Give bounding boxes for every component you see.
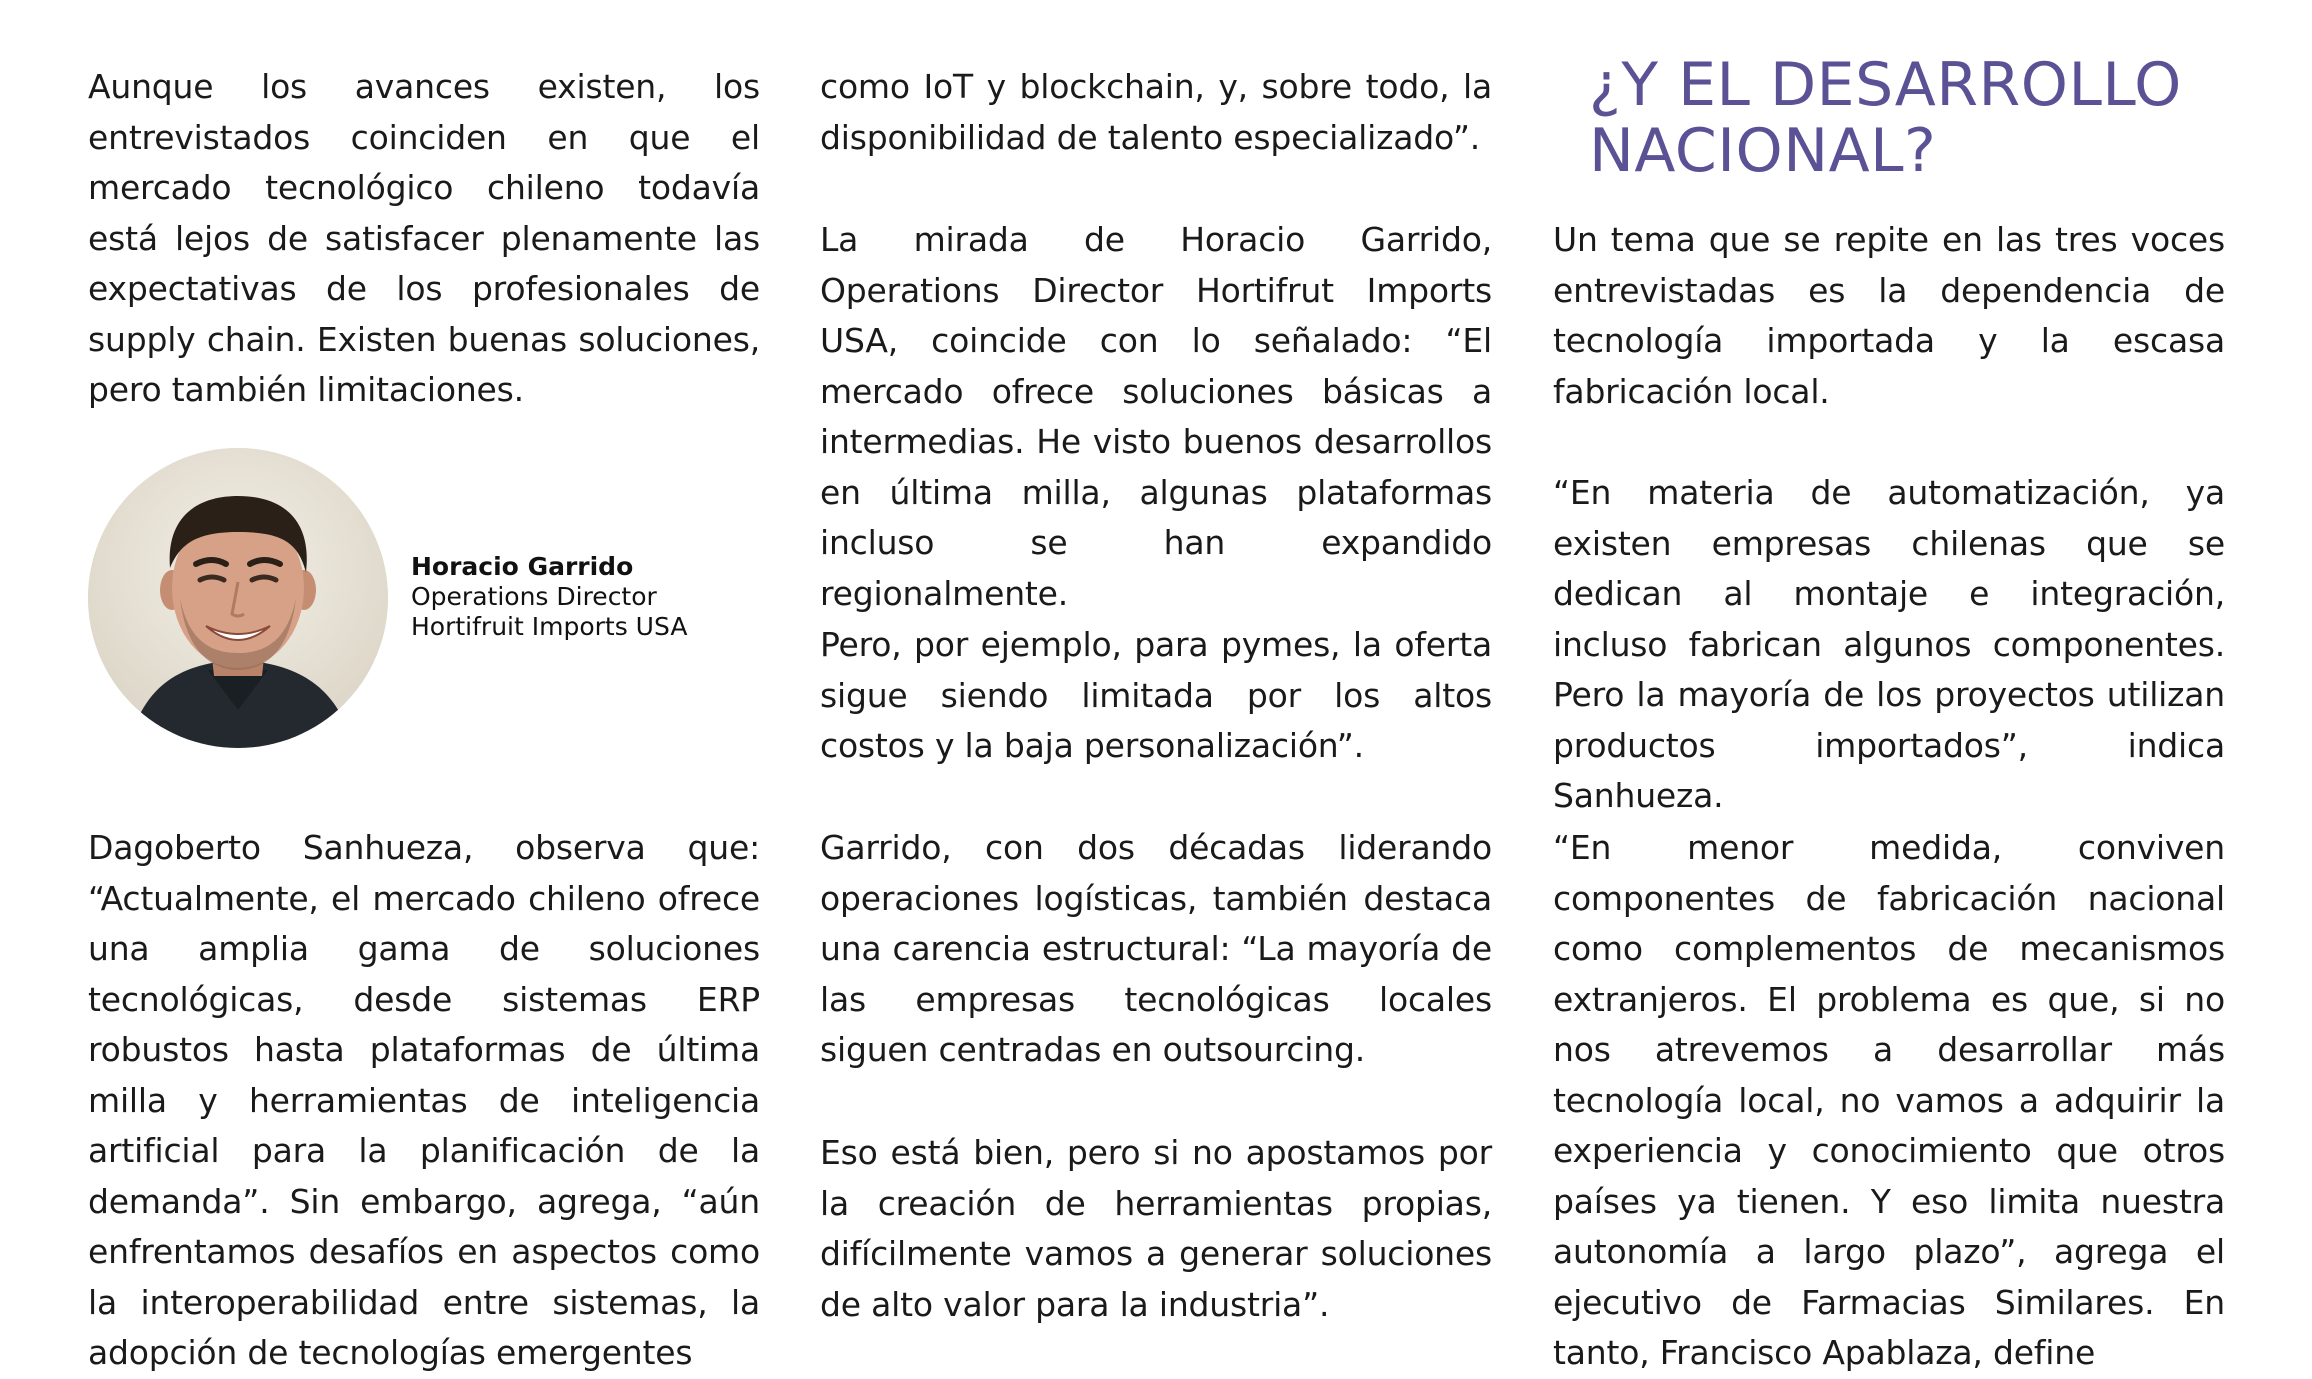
portrait-photo xyxy=(88,448,388,748)
caption-role: Operations Director xyxy=(411,582,657,611)
paragraph: Dagoberto Sanhueza, observa que: “Actualmente, el mercado chileno ofrece una amplia gama de soluciones tecnológicas, desde sistemas ERP robustos hasta plataformas de última milla y herramientas de inteligencia artificial para la planificación de la demanda”. Sin embargo, agrega, “aún enfrentamos desafíos en aspectos como la interoperabilidad entre sistemas, la adopción de tecnologías emergentes xyxy=(88,828,760,1372)
paragraph: como IoT y blockchain, y, sobre todo, la disponibilidad de talento especializado”. xyxy=(820,67,1492,157)
paragraph: Un tema que se repite en las tres voces entrevistadas es la dependencia de tecnología importada y la escasa fabricación local. xyxy=(1553,220,2225,411)
photo-caption xyxy=(411,552,751,642)
paragraph: Eso está bien, pero si no apostamos por la creación de herramientas propias, difícilmente vamos a generar soluciones de alto valor para la industria”. xyxy=(820,1133,1492,1324)
paragraph: “En menor medida, conviven componentes de fabricación nacional como complementos de mecanismos extranjeros. El problema es que, si no nos atrevemos a desarrollar más tecnología local, no vamos a adquirir la experiencia y conocimiento que otros países ya tienen. Y eso limita nuestra autonomía a largo plazo”, agrega el ejecutivo de Farmacias Similares. En tanto, Francisco Apablaza, define xyxy=(1553,828,2225,1372)
profile-figure xyxy=(88,448,760,748)
paragraph: “En materia de automatización, ya existen empresas chilenas que se dedican al montaje e integración, incluso fabrican algunos componentes. Pero la mayoría de los proyectos utilizan productos importados”, indica Sanhueza. xyxy=(1553,473,2225,815)
section-heading: ¿Y EL DESARROLLO NACIONAL? xyxy=(1589,50,2182,186)
paragraph: La mirada de Horacio Garrido, Operations Director Hortifrut Imports USA, coincide con lo señalado: “El mercado ofrece soluciones básicas a intermedias. He visto buenos desarrollos en última milla, algunas plataformas incluso se han expandido regionalmente. xyxy=(820,220,1492,613)
paragraph: Garrido, con dos décadas liderando operaciones logísticas, también destaca una carencia estructural: “La mayoría de las empresas tecnológicas locales siguen centradas en outsourcing. xyxy=(820,828,1492,1069)
paragraph: Pero, por ejemplo, para pymes, la oferta sigue siendo limitada por los altos costos y la baja personalización”. xyxy=(820,625,1492,765)
person-portrait-illustration xyxy=(88,448,388,748)
caption-company: Hortifruit Imports USA xyxy=(411,612,688,641)
paragraph: Aunque los avances existen, los entrevistados coinciden en que el mercado tecnológico chileno todavía está lejos de satisfacer plenamente las expectativas de los profesionales de supply chain. Existen buenas soluciones, pero también limitaciones. xyxy=(88,67,760,409)
caption-name: Horacio Garrido xyxy=(411,552,634,581)
